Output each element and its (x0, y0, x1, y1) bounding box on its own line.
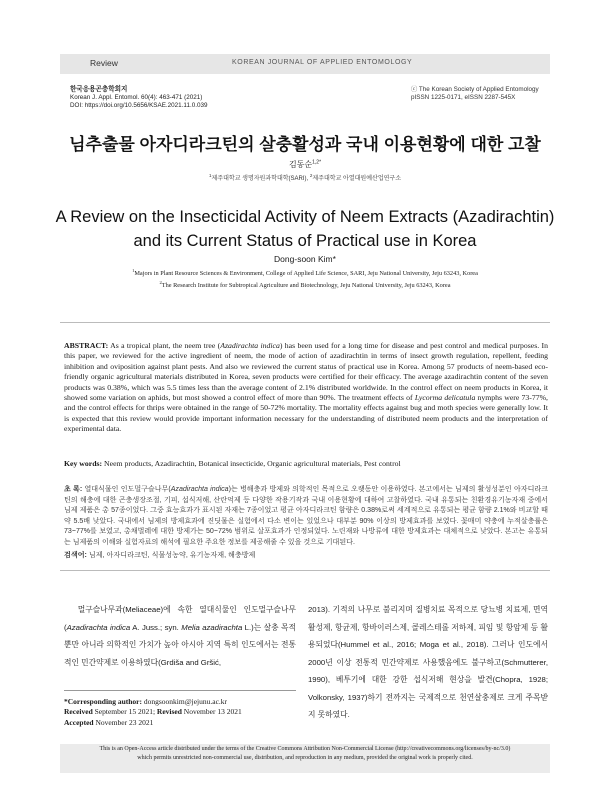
korean-affiliation (60, 173, 550, 182)
abstract-text: nymphs were 73-77%, and the control effects for thrips were obtained in the range of 50-72% mortality. The mortality effects against bug and moth species were generally low. It is expected that this review would provide important information necessary for the understanding of distributed neem products and the interpretation of experimental data. (64, 393, 548, 434)
copyright-block (411, 86, 539, 102)
korean-author (60, 159, 550, 170)
received-date: September 15 2021; (92, 707, 157, 717)
separator (60, 570, 550, 571)
korean-abstract (64, 485, 548, 548)
abstract-label: ABSTRACT: (64, 341, 109, 350)
english-affiliation (60, 266, 550, 290)
korean-author-name: 김동순 (288, 160, 313, 169)
korean-affil-1-sup: 1 (209, 173, 212, 178)
korean-abstract-species: Azadirachta indica (170, 486, 229, 493)
korean-keywords (64, 550, 548, 560)
body-species: Melia azadirachta (181, 622, 243, 632)
abstract-text: As a tropical plant, the neem tree ( (108, 341, 221, 350)
english-affil-2-sup: 2 (159, 280, 162, 286)
body-column-right: 2013). 기적의 나무로 불리지며 질병치료 목적으로 당뇨병 치료제, 면역활성제, 항균제, 항바이러스제, 콜레스테롤 저하제, 피임 및 항암제 등 활용되었다(Hummel et al., 2016; Moga et al., 2018). 그러나 인도에서 2000년 이상 전통적 민간약제로 사용했음에도 불구하고(Schmutterer, 1990), 베투기에 대한 강한 섭식저해 현상을 발견(Chopra, 1928; Volkonsky, 1937)하기 전까지는 국제적으로 천연살충제로 크게 주목받지 못하였다. (308, 605, 548, 719)
keywords (64, 459, 548, 469)
journal-name: KOREAN JOURNAL OF APPLIED ENTOMOLOGY (232, 59, 413, 66)
english-author: Dong-soon Kim* (274, 254, 336, 264)
korean-abstract-text: )는 병해충과 방제와 의학적인 목적으로 오랫동안 이용하였다. 본고에서는 님제의 활성성분인 아자디라크틴의 해충에 대한 곤충생장조절, 기피, 섭식저해, 산란억제 등 다양한 작용기작과 국내 이용현황에 대하여 고찰하였다. 국내 유통되는 친환경유기농자재 중에서 님제 제품은 총 57종이었다. 그중 효능효과가 표시된 자재는 7종이었고 평균 아자디라크틴 함량은 0.38%로써 세계적으로 유통되는 평균 함량 2.1%와 비교할 때 약 5.5배 낮았다. 국내에서 님제의 방제효과에 진딧물은 실험에서 다소 변이는 있었으나 대부분 90% 이상의 방제효과를 보였다. 꽃매미 약충에 누적살충률은 73~77%를 보였고, 총채벌레에 대한 방제가는 50~72% 범위로 살포효과가 인정되었다. 노린재와 나방류에 대한 방제효과는 대체적으로 낮았다. 본고는 유통되는 님제품의 이해와 실험자료의 해석에 필요한 주요한 정보를 제공해줄 수 있을 것으로 기대된다. (64, 486, 548, 546)
abstract-text: ) has been used for a long time for disease and pest control and medical purposes. In this paper, we reviewed for the active ingredient of neem, the mode of action of azadirachtin in terms of insect growth regulation, repellent, feeding inhibition and oviposition against plant pests. And also we reviewed the current status of practical use in Korea. Among 57 products of neem-based eco-friendly organic agricultural materials distributed in Korea, seven products were certified for their efficacy. The average azadirachtin content of the seven products was 0.38%, which was 5.5 times less than the average content of 2.1% distributed worldwide. In the control effect on neem products in Korea, it showed some variation on aphids, but most showed a control effect of more than 90%. The treatment effects of (64, 341, 549, 403)
korean-keywords-text: 님제, 아자디라크틴, 식물성농약, 유기농자재, 해충방제 (86, 551, 256, 559)
footnote (64, 697, 296, 728)
english-affil-1: Majors in Plant Resource Sciences & Environment, College of Applied Life Science, SARI, Jeju National University, Jeju 63243, Korea (134, 270, 478, 278)
korean-author-sup: 1,2* (312, 159, 322, 166)
license-box (60, 744, 550, 773)
abstract (64, 341, 548, 435)
body-text: A. Juss.; syn. (130, 622, 182, 632)
revised-label: Revised (156, 707, 182, 717)
footnote-rule (64, 690, 296, 691)
english-title-line2: and its Current Status of Practical use in Korea (133, 232, 477, 250)
korean-keywords-label: 검색어: (64, 551, 87, 559)
received-label: Received (64, 707, 93, 717)
korean-affil-2-sup: 2 (309, 173, 313, 178)
copyright-notice: ⓒ The Korean Society of Applied Entomology (411, 86, 539, 93)
citation-block (70, 86, 207, 111)
corresponding-label: *Corresponding author: (64, 697, 142, 706)
doi-link[interactable]: DOI: https://doi.org/10.5656/KSAE.2021.11.0.039 (70, 102, 208, 110)
license-line2: which permits unrestricted non-commercial use, distribution, and reproduction in any medium, provided the original work is properly cited. (137, 755, 473, 761)
body-text: L.)는 살충 목적뿐만 아니라 의학적인 가치가 높아 아시아 지역 특히 인도에서는 전통적인 민간약제로 이용하였다(Grdiša and Gršić, (64, 622, 297, 667)
korean-abstract-label: 초 록: (64, 486, 83, 493)
abstract-species: Lycorma delicatula (414, 393, 476, 403)
keywords-text: Neem products, Azadirachtin, Botanical insecticide, Organic agricultural materials, Pest control (102, 459, 401, 468)
issn: pISSN 1225-0171, eISSN 2287-545X (411, 94, 516, 102)
korean-title: 님추출물 아자디라크틴의 살충활성과 국내 이용현황에 대한 고찰 (69, 135, 541, 154)
accepted-label: Accepted (64, 717, 94, 727)
korean-abstract-text: 열대식물인 인도멀구슬나무( (82, 486, 171, 493)
english-affil-2: The Research Institute for Subtropical Agriculture and Biotechnology, Jeju National University, Jeju 63243, Korea (161, 282, 451, 290)
separator (60, 322, 550, 323)
korean-journal-name: 한국응용곤충학회지 (70, 86, 128, 93)
korean-affil-2: 제주대학교 아열대원예산업연구소 (312, 176, 401, 182)
english-title-line1: A Review on the Insecticidal Activity of Neem Extracts (Azadirachtin) (55, 208, 555, 226)
accepted-date: November 23 2021 (93, 717, 154, 727)
section-label: Review (90, 58, 118, 68)
body-species: Azadirachta indica (66, 622, 131, 632)
keywords-label: Key words: (64, 459, 103, 468)
license-line1: This is an Open-Access article distributed under the terms of the Creative Commons Attribution Non-Commercial License (http://creativecommons.org/licenses/by-nc/3.0) (99, 746, 511, 752)
body-column-left (64, 601, 296, 671)
revised-date: November 13 2021 (181, 707, 242, 717)
abstract-species: Azadirachta indica (220, 341, 280, 350)
english-title (40, 205, 570, 253)
citation: Korean J. Appl. Entomol. 60(4): 463-471 (2021) (70, 94, 203, 102)
body-text: 멀구슬나무과(Meliaceae)에 속한 열대식물인 인도멀구슬나무( (64, 605, 296, 632)
journal-header-bar (60, 54, 550, 74)
corresponding-email[interactable]: dongsoonkim@jejunu.ac.kr (142, 697, 228, 706)
english-affil-1-sup: 1 (132, 268, 135, 273)
korean-affil-1: 제주대학교 생명자원과학대학(SARI), (211, 176, 310, 182)
